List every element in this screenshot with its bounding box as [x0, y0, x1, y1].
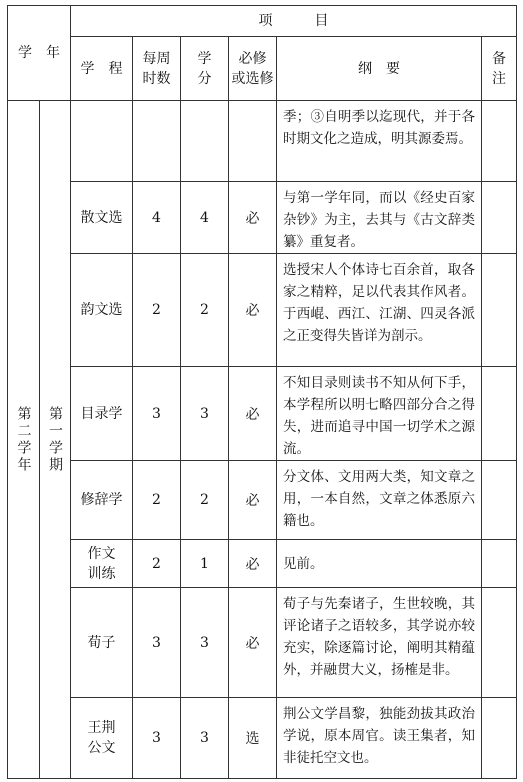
required-cell: 必 — [229, 588, 277, 698]
header-xiangmu: 项 目 — [71, 6, 517, 37]
summary-cell: 与第一学年同，而以《经史百家杂钞》为主，去其与《古文辞类纂》重复者。 — [277, 182, 482, 254]
table-row — [8, 101, 517, 182]
credit-cell: 2 — [181, 461, 229, 540]
credit-cell: 3 — [181, 698, 229, 779]
credit-cell: 4 — [181, 182, 229, 254]
credit-cell: 3 — [181, 588, 229, 698]
table-row — [8, 182, 517, 254]
credit-cell: 2 — [181, 254, 229, 367]
note-cell — [482, 540, 517, 588]
summary-cell: 分文体、文用两大类，知文章之用，一本自然，文章之体悉原六籍也。 — [277, 461, 482, 540]
course-cell: 韵文选 — [71, 254, 133, 367]
header-note: 备 注 — [482, 37, 517, 101]
header-summary: 纲 要 — [277, 37, 482, 101]
summary-cell: 不知目录则读书不知从何下手，本学程所以明七略四部分合之得失，进而追寻中国一切学术之源流。 — [277, 367, 482, 461]
summary-cell: 荀子与先秦诸子，生世较晚，其评论诸子之语较多，其学说亦较充实，除逐篇讨论，阐明其精蕴外，并融贯大义，扬榷是非。 — [277, 588, 482, 698]
hours-cell: 2 — [133, 461, 181, 540]
course-cell: 目录学 — [71, 367, 133, 461]
course-cell: 荀子 — [71, 588, 133, 698]
course-cell: 作文 训练 — [71, 540, 133, 588]
header-credit: 学 分 — [181, 37, 229, 101]
table-row — [8, 461, 517, 540]
required-cell — [229, 101, 277, 182]
note-cell — [482, 182, 517, 254]
note-cell — [482, 461, 517, 540]
table-row — [8, 588, 517, 698]
table-row — [8, 698, 517, 779]
hours-cell: 2 — [133, 254, 181, 367]
hours-cell: 3 — [133, 588, 181, 698]
header-required: 必修 或选修 — [229, 37, 277, 101]
course-cell: 修辞学 — [71, 461, 133, 540]
header-course: 学 程 — [71, 37, 133, 101]
hours-cell: 2 — [133, 540, 181, 588]
header-xuenian: 学 年 — [8, 6, 71, 101]
hours-cell: 3 — [133, 367, 181, 461]
summary-cell: 荆公文学昌黎，独能劲拔其政治学说，原本周官。读王集者，知非徒托空文也。 — [277, 698, 482, 779]
required-cell: 必 — [229, 254, 277, 367]
table-row — [8, 540, 517, 588]
required-cell: 必 — [229, 182, 277, 254]
summary-cell: 见前。 — [277, 540, 482, 588]
note-cell — [482, 588, 517, 698]
required-cell: 必 — [229, 367, 277, 461]
note-cell — [482, 698, 517, 779]
hours-cell: 3 — [133, 698, 181, 779]
table-row — [8, 254, 517, 367]
summary-cell: 季；③自明季以迄现代，并于各时期文化之造成，明其源委焉。 — [277, 101, 482, 182]
credit-cell: 1 — [181, 540, 229, 588]
curriculum-table — [7, 5, 517, 779]
note-cell — [482, 254, 517, 367]
required-cell: 必 — [229, 461, 277, 540]
credit-cell: 3 — [181, 367, 229, 461]
course-cell: 散文选 — [71, 182, 133, 254]
header-hours: 每周 时数 — [133, 37, 181, 101]
note-cell — [482, 367, 517, 461]
table-row — [8, 367, 517, 461]
hours-cell — [133, 101, 181, 182]
semester-cell: 第一学期 — [40, 101, 71, 779]
course-cell — [71, 101, 133, 182]
credit-cell — [181, 101, 229, 182]
required-cell: 选 — [229, 698, 277, 779]
required-cell: 必 — [229, 540, 277, 588]
hours-cell: 4 — [133, 182, 181, 254]
course-cell: 王荆 公文 — [71, 698, 133, 779]
note-cell — [482, 101, 517, 182]
year-cell: 第二学年 — [8, 101, 40, 779]
summary-cell: 选授宋人个体诗七百余首，取各家之精粹，足以代表其作风者。于西崐、西江、江湖、四灵各派之正变得失皆详为剖示。 — [277, 254, 482, 367]
